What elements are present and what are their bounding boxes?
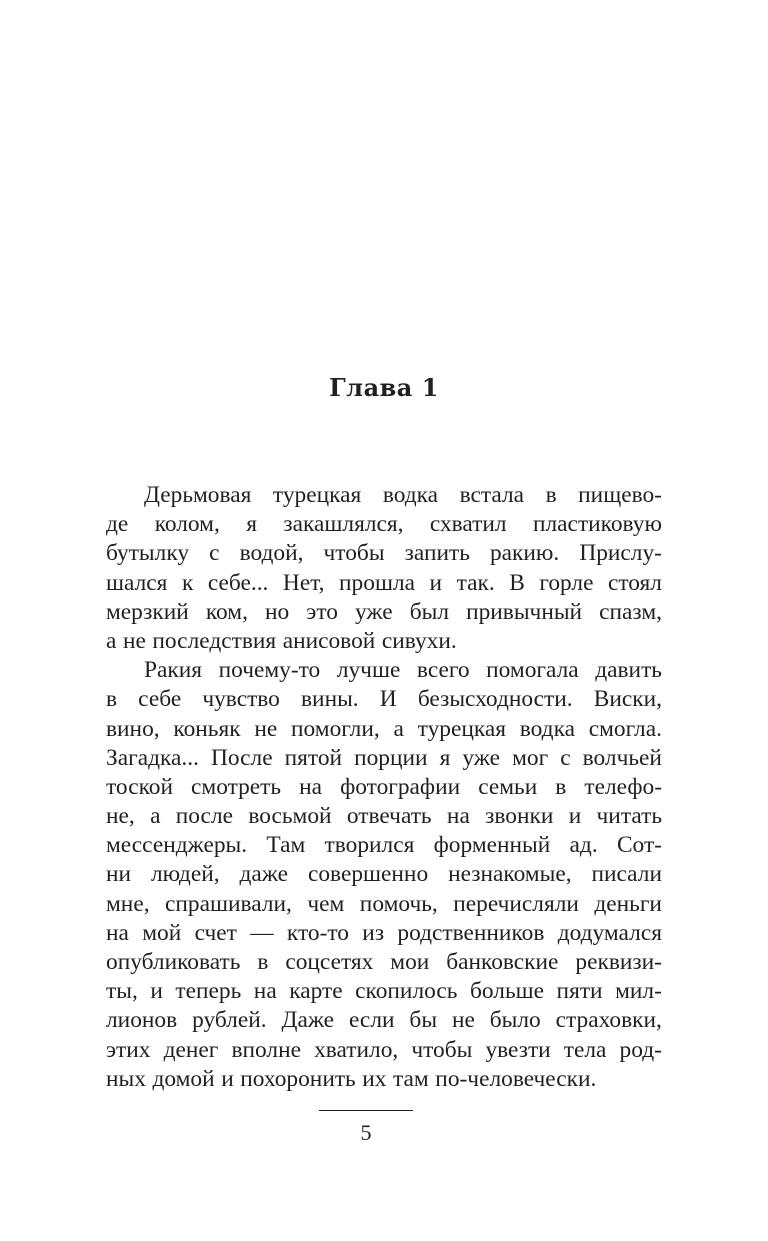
word: там	[393, 1065, 429, 1092]
word: мне,	[106, 890, 150, 917]
word: после	[175, 803, 233, 830]
word: я	[439, 744, 451, 771]
body-text	[106, 481, 662, 1094]
text-line	[106, 656, 662, 685]
word: вины.	[301, 686, 359, 713]
word: вино,	[106, 715, 160, 742]
word: и	[150, 978, 163, 1005]
word: на	[299, 773, 323, 800]
word: порции	[354, 744, 428, 771]
word: спрашивали,	[165, 890, 292, 917]
text-line	[106, 919, 662, 948]
word: мерзкий	[106, 598, 189, 625]
word: на	[446, 803, 470, 830]
word: Даже	[281, 1007, 335, 1034]
word: схватил	[429, 511, 507, 538]
word: мессенджеры.	[106, 832, 248, 859]
word: из	[362, 919, 385, 946]
word: писали	[591, 861, 662, 888]
word: пятой	[284, 744, 343, 771]
word: запить	[404, 540, 470, 567]
text-line	[106, 481, 662, 510]
word: водка	[382, 482, 439, 508]
word: домой	[152, 1065, 215, 1092]
text-line	[106, 831, 662, 860]
word: если	[348, 1007, 395, 1034]
word: отвечать	[346, 803, 432, 830]
word: совершенно	[307, 861, 429, 888]
word: Там	[266, 832, 306, 859]
word: пяти	[556, 978, 603, 1005]
word: телефо-	[584, 773, 662, 800]
word: ты,	[106, 978, 138, 1005]
word: не	[122, 627, 146, 654]
footer-divider	[319, 1110, 413, 1111]
word: встала	[459, 482, 525, 508]
word: ных	[106, 1065, 146, 1092]
word: и	[568, 803, 582, 830]
text-line	[106, 685, 662, 714]
text-line	[106, 948, 662, 977]
word: бутылку	[106, 540, 190, 567]
word: это	[306, 598, 338, 625]
word: горле	[539, 569, 594, 596]
word: мои	[390, 949, 430, 975]
word: ни	[106, 861, 132, 888]
word: похоронить	[240, 1065, 356, 1092]
word: род-	[619, 1036, 662, 1063]
text-line	[106, 802, 662, 831]
word: форменный	[433, 832, 551, 859]
word: было	[489, 1007, 541, 1034]
word: я	[246, 511, 257, 538]
text-line	[106, 977, 662, 1006]
word: в	[257, 949, 269, 975]
word: родственников	[397, 919, 545, 946]
word: чтобы	[411, 1036, 473, 1063]
word: рублей.	[192, 1007, 267, 1034]
word: а	[393, 715, 404, 742]
word: а	[150, 803, 161, 830]
word: Дерьмовая	[144, 482, 252, 508]
word: денег	[163, 1036, 219, 1063]
word: чем	[307, 890, 345, 917]
text-line	[106, 890, 662, 919]
word: перечисляли	[453, 890, 579, 917]
word: колом,	[154, 511, 220, 538]
word: мой	[142, 919, 182, 946]
text-line	[106, 773, 662, 802]
word: Сот-	[616, 832, 662, 859]
word: ракию.	[489, 540, 560, 567]
word: и	[429, 569, 443, 596]
word: соцсетях	[285, 949, 374, 975]
word: И	[379, 686, 397, 713]
word: мил-	[615, 978, 662, 1005]
word: не	[451, 1007, 475, 1034]
word: волчьей	[582, 744, 662, 771]
word: уже	[462, 744, 501, 771]
word: Прислу-	[579, 540, 662, 567]
word: не,	[106, 803, 135, 830]
word: уже	[355, 598, 393, 625]
word: не	[254, 715, 278, 742]
word: творился	[324, 832, 415, 859]
word: Ракия	[144, 657, 203, 684]
word: карте	[289, 978, 343, 1005]
word: В	[509, 569, 525, 596]
word: стоял	[608, 569, 662, 596]
word: а	[106, 627, 117, 654]
word: Нет,	[282, 569, 325, 596]
word: водка	[519, 715, 575, 742]
text-line	[106, 1065, 662, 1094]
word: помогли,	[291, 715, 380, 742]
word: так.	[456, 569, 495, 596]
text-line	[106, 627, 662, 656]
word: на	[106, 919, 129, 946]
word: турецкая	[417, 715, 507, 742]
word: счет	[194, 919, 237, 946]
word: незнакомые,	[448, 861, 572, 888]
word: в	[106, 686, 118, 713]
word: анисовой	[282, 627, 376, 654]
word: реквизи-	[575, 949, 662, 975]
word: по-человечески.	[435, 1065, 597, 1092]
word: больше	[469, 978, 545, 1005]
word: скопилось	[355, 978, 458, 1005]
word: но	[265, 598, 290, 625]
word: кто-то	[286, 919, 349, 946]
word: на	[253, 978, 277, 1005]
word: страховки,	[555, 1007, 662, 1034]
word: опубликовать	[106, 949, 241, 975]
word: давить	[595, 657, 662, 684]
word: прошла	[339, 569, 416, 596]
text-line	[106, 598, 662, 627]
word: себе	[138, 686, 182, 713]
word: закашлялся,	[283, 511, 404, 538]
word: и	[221, 1065, 234, 1092]
chapter-title: Глава 1	[329, 373, 439, 402]
word: даже	[239, 861, 289, 888]
word: помогала	[486, 657, 579, 684]
word: всего	[416, 657, 470, 684]
word: чувство	[202, 686, 280, 713]
word: помочь,	[359, 890, 438, 917]
text-line	[106, 510, 662, 539]
text-line	[106, 539, 662, 568]
word: тела	[563, 1036, 607, 1063]
word: додумался	[557, 919, 662, 946]
word: чтобы	[323, 540, 385, 567]
word: с	[209, 540, 220, 567]
word: турецкая	[272, 482, 362, 508]
word: фотографии	[340, 773, 461, 800]
word: себе...	[207, 569, 269, 596]
word: де	[106, 511, 129, 538]
word: восьмой	[248, 803, 332, 830]
word: лионов	[106, 1007, 178, 1034]
word: в	[545, 482, 557, 508]
text-line	[106, 1036, 662, 1065]
text-line	[106, 744, 662, 773]
word: смотреть	[191, 773, 282, 800]
word: семьи	[478, 773, 538, 800]
word: банковские	[446, 949, 559, 975]
word: к	[181, 569, 194, 596]
page-number: 5	[360, 1120, 372, 1145]
word: Виски,	[593, 686, 662, 713]
word: их	[362, 1065, 387, 1092]
word: лучше	[336, 657, 401, 684]
word: звонки	[485, 803, 554, 830]
word: пищево-	[578, 482, 662, 508]
word: сивухи.	[381, 627, 457, 654]
word: теперь	[175, 978, 242, 1005]
word: увезти	[485, 1036, 551, 1063]
text-line	[106, 715, 662, 744]
word: в	[555, 773, 567, 800]
word: спазм,	[599, 598, 662, 625]
word: водой,	[239, 540, 304, 567]
word: ад.	[569, 832, 598, 859]
word: этих	[106, 1036, 151, 1063]
word: бы	[409, 1007, 438, 1034]
word: мог	[512, 744, 549, 771]
word: ком,	[205, 598, 248, 625]
word: шался	[106, 569, 168, 596]
text-line	[106, 860, 662, 889]
word: с	[560, 744, 571, 771]
word: вполне	[231, 1036, 301, 1063]
text-line	[106, 1006, 662, 1035]
word: деньги	[594, 890, 662, 917]
word: тоской	[106, 773, 173, 800]
word: смогла.	[588, 715, 662, 742]
word: был	[409, 598, 449, 625]
word: людей,	[150, 861, 220, 888]
word: почему-то	[218, 657, 321, 684]
word: безысходности.	[417, 686, 573, 713]
text-line	[106, 569, 662, 598]
word: читать	[596, 803, 662, 830]
word: пластиковую	[532, 511, 662, 538]
word: Загадка...	[106, 744, 199, 771]
word: коньяк	[173, 715, 241, 742]
word: привычный	[466, 598, 583, 625]
word: После	[210, 744, 273, 771]
word: хватило,	[314, 1036, 399, 1063]
word: —	[250, 919, 274, 946]
word: последствия	[152, 627, 277, 654]
